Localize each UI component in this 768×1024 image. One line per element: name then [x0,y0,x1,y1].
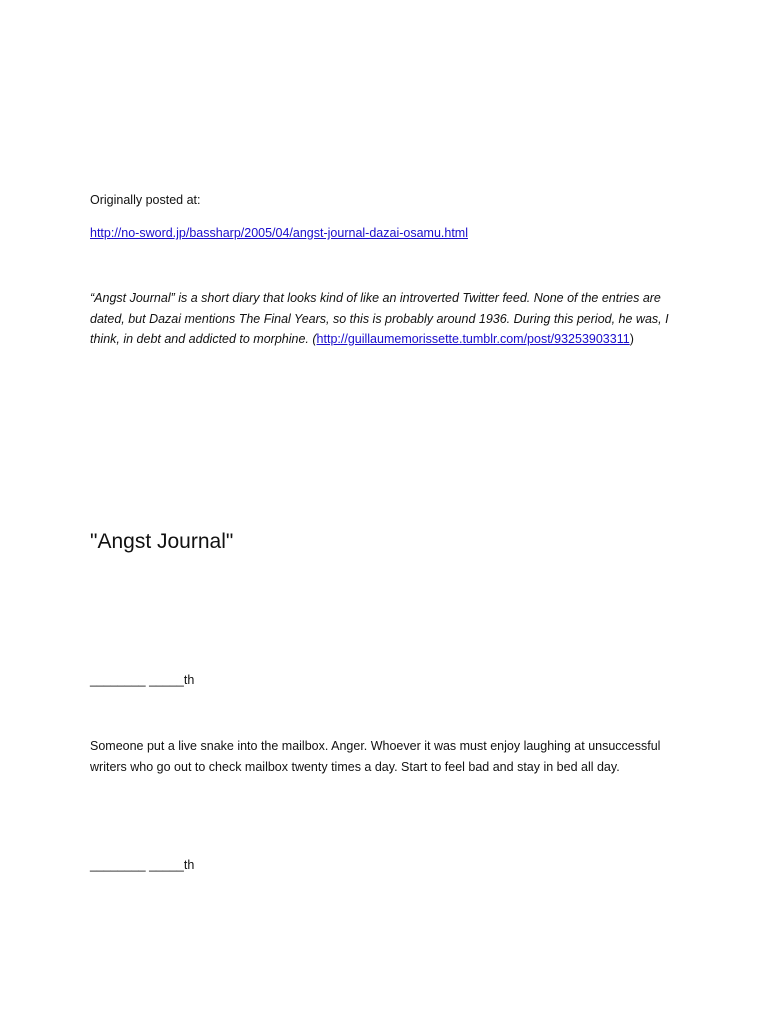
intro-text: “Angst Journal” is a short diary that looks kind of like an introverted Twitter feed. None of the entries are dated, but Dazai mentions The Final Years, so this is probably around 1936. During this period, he was, I think, in debt and addicted to morphine. ( [90,291,669,346]
posted-label: Originally posted at: [90,193,201,207]
source-link-line [90,223,468,243]
intro-paragraph [90,288,690,350]
entry-date: ________ _____th [90,858,195,872]
page-title: "Angst Journal" [90,530,234,553]
intro-close: ) [629,332,634,346]
entry-text: Someone put a live snake into the mailbox. Anger. Whoever it was must enjoy laughing at unsuccessful writers who go out to check mailbox twenty times a day. Start to feel bad and stay in bed all day. [90,739,661,774]
source-link[interactable]: http://no-sword.jp/bassharp/2005/04/angst-journal-dazai-osamu.html [90,226,468,240]
intro-link[interactable]: http://guillaumemorissette.tumblr.com/post/93253903311 [316,332,630,346]
entry-date: ________ _____th [90,673,195,687]
